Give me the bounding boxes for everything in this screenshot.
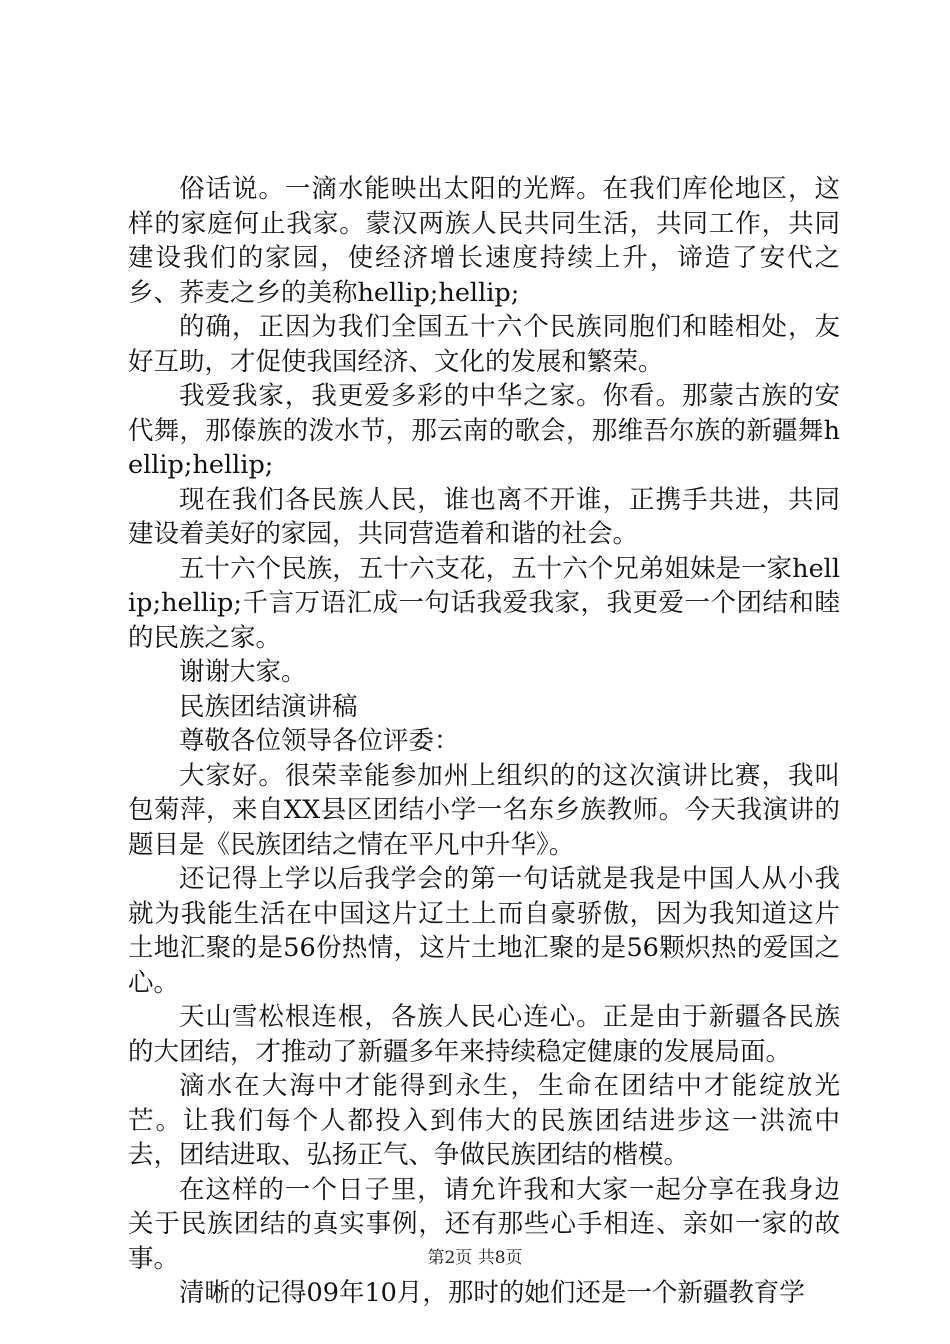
page-footer (0, 1243, 950, 1268)
paragraph-12: 滴水在大海中才能得到永生，生命在团结中才能绽放光芒。让我们每个人都投入到伟大的民族团结进步这一洪流中去，团结进取、弘扬正气、争做民族团结的楷模。 (128, 1071, 840, 1170)
paragraph-5: 五十六个民族，五十六支花，五十六个兄弟姐妹是一家hellip;hellip;千言万语汇成一句话我爱我家，我更爱一个团结和睦的民族之家。 (128, 553, 840, 653)
paragraph-thanks: 谢谢大家。 (179, 657, 307, 687)
speech-title: 民族团结演讲稿 (179, 691, 358, 722)
paragraph-13: 在这样的一个日子里，请允许我和大家一起分享在我身边关于民族团结的真实事例，还有那些心手相连、亲如一家的故事。 (128, 1174, 840, 1274)
paragraph-14: 清晰的记得09年10月，那时的她们还是一个新疆教育学 (179, 1278, 805, 1308)
paragraph-11: 天山雪松根连根，各族人民心连心。正是由于新疆各民族的大团结，才推动了新疆多年来持续稳定健康的发展局面。 (128, 1002, 840, 1067)
document-body (128, 172, 840, 1311)
paragraph-3: 我爱我家，我更爱多彩的中华之家。你看。那蒙古族的安代舞，那傣族的泼水节，那云南的歌会，那维吾尔族的新疆舞hellip;hellip; (128, 381, 840, 480)
page-number: 第2页 共8页 (427, 1248, 523, 1268)
paragraph-1: 俗话说。一滴水能映出太阳的光辉。在我们库伦地区，这样的家庭何止我家。蒙汉两族人民共同生活，共同工作，共同建设我们的家园，使经济增长速度持续上升，谛造了安代之乡、荞麦之乡的美称hellip;hellip; (128, 174, 840, 308)
paragraph-2: 的确，正因为我们全国五十六个民族同胞们和睦相处，友好互助，才促使我国经济、文化的发展和繁荣。 (128, 312, 840, 377)
paragraph-9: 大家好。很荣幸能参加州上组织的的这次演讲比赛，我叫包菊萍，来自XX县区团结小学一名东乡族教师。今天我演讲的题目是《民族团结之情在平凡中升华》。 (128, 760, 840, 860)
salutation: 尊敬各位领导各位评委： (179, 726, 460, 756)
paragraph-10: 还记得上学以后我学会的第一句话就是我是中国人从小我就为我能生活在中国这片辽土上而自豪骄傲，因为我知道这片土地汇聚的是56份热情，这片土地汇聚的是56颗炽热的爱国之心。 (128, 864, 840, 998)
paragraph-4: 现在我们各民族人民，谁也离不开谁，正携手共进，共同建设着美好的家园，共同营造着和谐的社会。 (128, 484, 840, 549)
